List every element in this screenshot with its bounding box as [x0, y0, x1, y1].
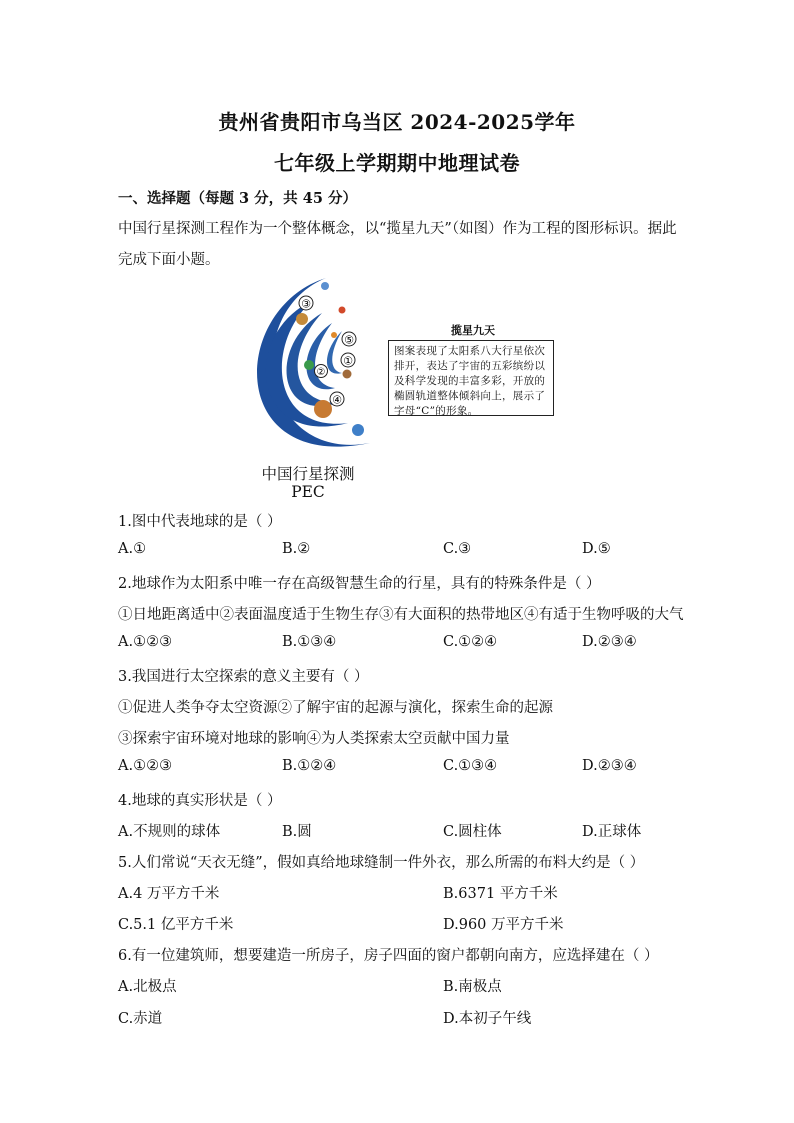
q5-option-d[interactable]: D.960 万平方千米 — [443, 917, 564, 933]
label-4 — [330, 392, 344, 407]
svg-text:④: ④ — [332, 393, 342, 407]
q2-option-a[interactable]: A.①②③ — [118, 634, 173, 650]
q1-option-b[interactable]: B.② — [282, 541, 311, 557]
label-2 — [315, 365, 328, 379]
q3-conditions-line2: ③探索宇宙环境对地球的影响④为人类探索太空贡献中国力量 — [118, 731, 510, 747]
exam-title-line1: 贵州省贵阳市乌当区 2024-2025学年 — [218, 110, 576, 134]
intro-text-line2: 完成下面小题。 — [118, 252, 220, 268]
intro-text-line1: 中国行星探测工程作为一个整体概念，以“揽星九天”（如图）作为工程的图形标识。据此 — [118, 221, 677, 237]
svg-text:②: ② — [316, 367, 326, 378]
q4-option-d[interactable]: D.正球体 — [582, 824, 642, 840]
planet-red — [339, 307, 346, 314]
q2-option-c[interactable]: C.①②④ — [443, 634, 498, 650]
q5-option-b[interactable]: B.6371 平方千米 — [443, 886, 558, 902]
q6-option-a[interactable]: A.北极点 — [118, 979, 177, 995]
planet-1 — [343, 370, 352, 379]
svg-text:⑤: ⑤ — [344, 333, 354, 347]
logo-caption-en: PEC — [291, 483, 325, 501]
q5-option-c[interactable]: C.5.1 亿平方千米 — [118, 917, 234, 933]
svg-text:①: ① — [343, 354, 353, 368]
planet-top — [321, 282, 329, 290]
q6-option-c[interactable]: C.赤道 — [118, 1011, 163, 1027]
q3-option-a[interactable]: A.①②③ — [118, 758, 173, 774]
q6-option-b[interactable]: B.南极点 — [443, 979, 502, 995]
figure-box-title: 揽星九天 — [451, 324, 495, 337]
q2-option-b[interactable]: B.①③④ — [282, 634, 337, 650]
label-3 — [299, 296, 313, 311]
planet-5-small — [331, 332, 337, 338]
question-5-stem: 5.人们常说“天衣无缝”，假如真给地球缝制一件外衣，那么所需的布料大约是（ ） — [118, 855, 645, 871]
q4-option-b[interactable]: B.圆 — [282, 824, 312, 840]
planet-3 — [296, 313, 308, 325]
logo-caption-cn: 中国行星探测 — [261, 465, 355, 483]
figure-description-box: 图案表现了太阳系八大行星依次排开，表达了宇宙的五彩缤纷以及科学发现的丰富多彩，开放的椭圆轨道整体倾斜向上，展示了字母“C”的形象。 — [388, 340, 554, 416]
q1-option-d[interactable]: D.⑤ — [582, 541, 611, 557]
question-4-stem: 4.地球的真实形状是（ ） — [118, 793, 282, 809]
label-1 — [341, 353, 355, 368]
q3-option-c[interactable]: C.①③④ — [443, 758, 498, 774]
label-5 — [342, 332, 356, 347]
q3-conditions-line1: ①促进人类争夺太空资源②了解宇宙的起源与演化，探索生命的起源 — [118, 700, 553, 716]
q6-option-d[interactable]: D.本初子午线 — [443, 1011, 532, 1027]
exam-title-line2: 七年级上学期期中地理试卷 — [274, 151, 520, 175]
question-1-stem: 1.图中代表地球的是（ ） — [118, 514, 282, 530]
question-3-stem: 3.我国进行太空探索的意义主要有（ ） — [118, 669, 369, 685]
q1-option-a[interactable]: A.① — [118, 541, 147, 557]
q3-option-d[interactable]: D.②③④ — [582, 758, 637, 774]
question-6-stem: 6.有一位建筑师，想要建造一所房子，房子四面的窗户都朝向南方，应选择建在（ ） — [118, 948, 659, 964]
q2-option-d[interactable]: D.②③④ — [582, 634, 637, 650]
q4-option-c[interactable]: C.圆柱体 — [443, 824, 502, 840]
q4-option-a[interactable]: A.不规则的球体 — [118, 824, 221, 840]
q3-option-b[interactable]: B.①②④ — [282, 758, 337, 774]
question-2-stem: 2.地球作为太阳系中唯一存在高级智慧生命的行星，具有的特殊条件是（ ） — [118, 576, 601, 592]
planet-4-large — [314, 400, 332, 418]
section-heading: 一、选择题（每题 3 分，共 45 分） — [118, 190, 357, 207]
q1-option-c[interactable]: C.③ — [443, 541, 472, 557]
planet-green — [304, 360, 314, 370]
q5-option-a[interactable]: A.4 万平方千米 — [118, 886, 220, 902]
planet-blue-bottom — [352, 424, 364, 436]
svg-text:③: ③ — [301, 297, 311, 311]
q2-conditions: ①日地距离适中②表面温度适于生物生存③有大面积的热带地区④有适于生物呼吸的大气 — [118, 607, 684, 623]
